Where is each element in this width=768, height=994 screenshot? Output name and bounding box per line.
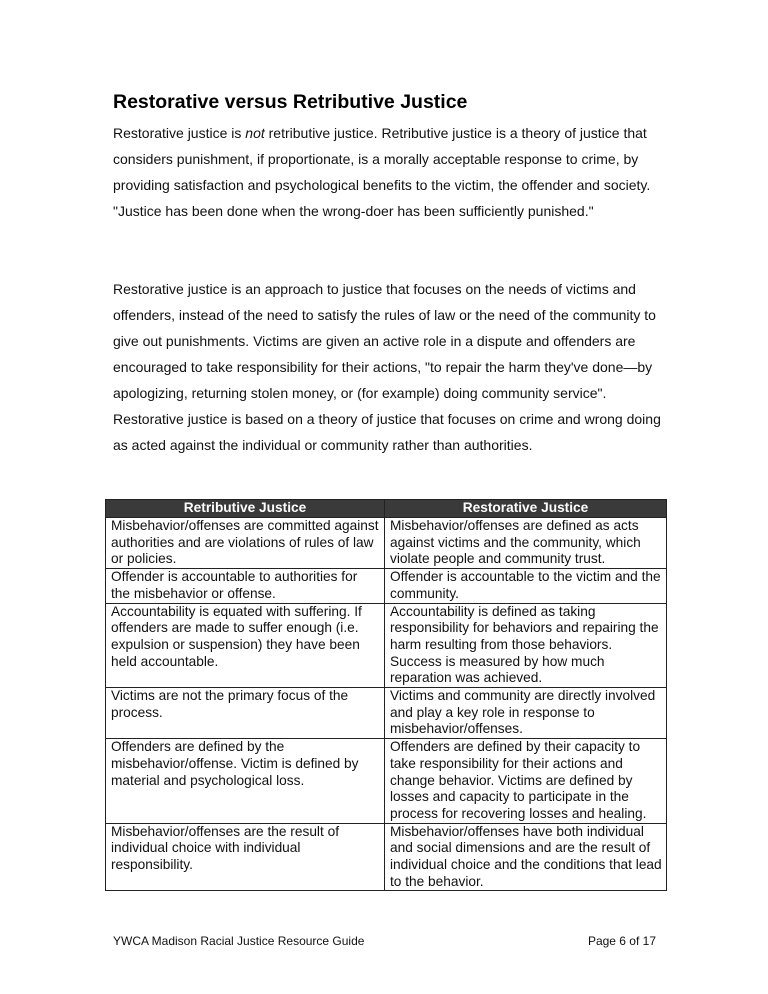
table-row [106,569,667,603]
table-row [106,823,667,891]
retributive-cell: Misbehavior/offenses are the result of individual choice with individual responsibility. [106,823,385,891]
retributive-cell: Victims are not the primary focus of the process. [106,688,385,739]
footer-guide-title: YWCA Madison Racial Justice Resource Guide [113,934,365,948]
restorative-cell: Misbehavior/offenses are defined as acts against victims and the community, which violate people and community trust. [385,518,667,569]
retributive-cell: Offenders are defined by the misbehavior/offense. Victim is defined by material and psychological loss. [106,739,385,824]
restorative-cell: Accountability is defined as taking responsibility for behaviors and repairing the harm resulting from those behaviors. Success is measured by how much reparation was achieved. [385,603,667,688]
retributive-cell: Misbehavior/offenses are committed against authorities and are violations of rules of law or policies. [106,518,385,569]
table-row [106,739,667,824]
restorative-cell: Victims and community are directly involved and play a key role in response to misbehavior/offenses. [385,688,667,739]
restorative-cell: Misbehavior/offenses have both individual and social dimensions and are the result of individual choice and the conditions that lead to the behavior. [385,823,667,891]
restorative-cell: Offenders are defined by their capacity to take responsibility for their actions and change behavior. Victims are defined by losses and capacity to participate in the process for recovering losses and healing. [385,739,667,824]
retributive-cell: Accountability is equated with suffering. If offenders are made to suffer enough (i.e. expulsion or suspension) they have been held accountable. [106,603,385,688]
comparison-table [105,499,667,891]
table-row [106,518,667,569]
intro-text-start: Restorative justice is [113,125,246,141]
intro-text-end: retributive justice. Retributive justice is a theory of justice that considers punishment, if proportionate, is a morally acceptable response to crime, by providing satisfaction and psychological benefits to the victim, the offender and society. "Justice has been done when the wrong-doer has been sufficiently punished." [113,125,651,219]
footer-page-number: Page 6 of 17 [587,934,656,948]
table-header-row [106,500,667,518]
table-row [106,688,667,739]
header-restorative: Restorative Justice [385,500,667,518]
intro-paragraph [113,120,673,224]
retributive-cell: Offender is accountable to authorities for the misbehavior or offense. [106,569,385,603]
header-retributive: Retributive Justice [106,500,385,518]
page-title: Restorative versus Retributive Justice [113,91,468,113]
intro-emphasis: not [245,125,265,141]
table-row [106,603,667,688]
definition-paragraph: Restorative justice is an approach to justice that focuses on the needs of victims and offenders, instead of the need to satisfy the rules of law or the need of the community to give out punishments. Victims are given an active role in a dispute and offenders are encouraged to take responsibility for their actions, "to repair the harm they've done—by apologizing, returning stolen money, or (for example) doing community service". Restorative justice is based on a theory of justice that focuses on crime and wrong doing as acted against the individual or community rather than authorities. [113,281,661,453]
restorative-cell: Offender is accountable to the victim and the community. [385,569,667,603]
